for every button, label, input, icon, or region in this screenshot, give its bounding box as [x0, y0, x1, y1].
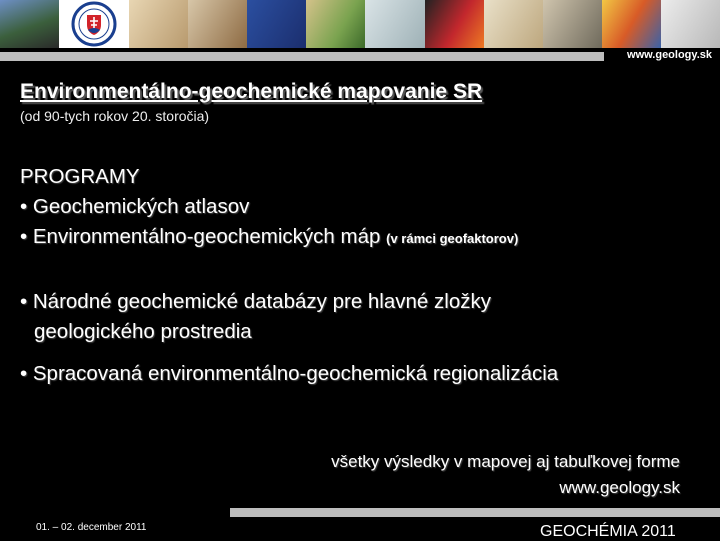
slide-subtitle: (od 90-tych rokov 20. storočia) [20, 108, 210, 124]
banner-logo-tile [59, 0, 129, 48]
header-banner [0, 0, 720, 48]
banner-volcano-image [425, 0, 484, 48]
banner-ammonite-image [484, 0, 543, 48]
banner-drawing-image [602, 0, 661, 48]
program-item-maps-label: • Environmentálno-geochemických máp [20, 225, 381, 248]
banner-landscape-image [0, 0, 59, 48]
programs-section [20, 162, 518, 254]
footer-event-title: GEOCHÉMIA 2011 [540, 523, 676, 540]
results-note-text: všetky výsledky v mapovej aj tabuľkovej forme [331, 452, 680, 471]
banner-rock-image [543, 0, 602, 48]
top-divider-bar [0, 52, 604, 61]
banner-seashells-image [188, 0, 247, 48]
results-note-url[interactable]: www.geology.sk [559, 478, 680, 497]
databases-line-1: • Národné geochemické databázy pre hlavné zložky [20, 290, 491, 313]
banner-minerals-image [247, 0, 306, 48]
results-note [331, 449, 680, 501]
banner-shells-image [129, 0, 188, 48]
program-item-maps-note: (v rámci geofaktorov) [386, 231, 519, 246]
banner-dinosaur-image [306, 0, 365, 48]
banner-crystals-image [661, 0, 720, 48]
site-url[interactable]: www.geology.sk [627, 49, 712, 61]
program-item-maps [20, 222, 518, 254]
institution-logo [68, 1, 120, 47]
footer-date: 01. – 02. december 2011 [36, 522, 147, 533]
banner-fossil-image [365, 0, 424, 48]
programs-heading: PROGRAMY [20, 165, 140, 188]
program-item-atlases: • Geochemických atlasov [20, 195, 250, 218]
databases-line-2: geologického prostredia [34, 320, 252, 343]
bottom-divider-bar [230, 508, 720, 517]
databases-bullet [20, 287, 491, 347]
regionalization-bullet: • Spracovaná environmentálno-geochemická regionalizácia [20, 362, 559, 385]
slide-title: Environmentálno-geochemické mapovanie SR [20, 80, 483, 103]
